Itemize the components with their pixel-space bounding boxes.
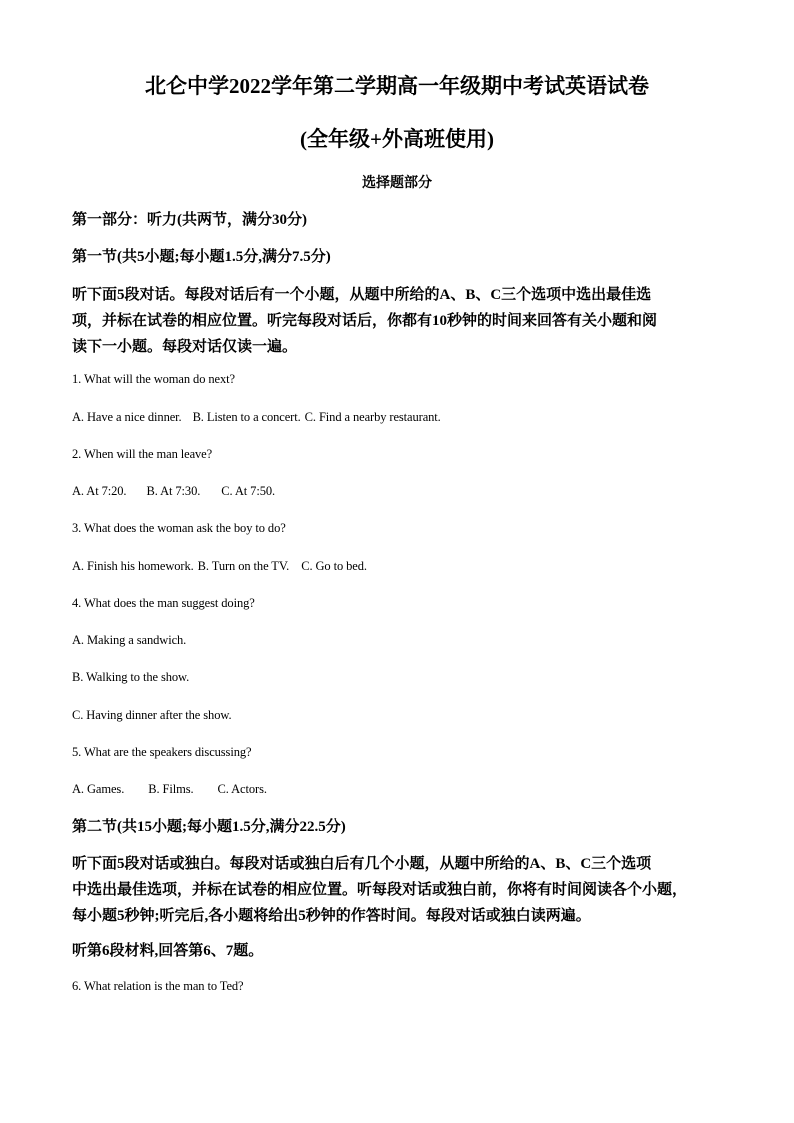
section2-heading: 第二节(共15小题;每小题1.5分,满分22.5分) [72, 819, 346, 835]
instruction-line: 读下一小题。每段对话仅读一遍。 [72, 339, 298, 355]
option-c: C. Find a nearby restaurant. [304, 410, 441, 424]
question-4-option-c: C. Having dinner after the show. [72, 708, 232, 722]
part-label: 选择题部分 [362, 176, 432, 191]
section1-subheading: 第一节(共5小题;每小题1.5分,满分7.5分) [72, 249, 331, 265]
instruction-line: 每小题5秒钟;听完后,各小题将给出5秒钟的作答时间。每段对话或独白读两遍。 [72, 908, 591, 924]
exam-subtitle: (全年级+外高班使用) [300, 127, 494, 151]
option-b: B. Films. [148, 782, 194, 796]
question-5-stem: 5. What are the speakers discussing? [72, 745, 252, 759]
option-a: A. Finish his homework. [72, 559, 194, 573]
option-c: C. Go to bed. [301, 559, 367, 573]
option-b: B. At 7:30. [146, 484, 201, 498]
question-4-stem: 4. What does the man suggest doing? [72, 596, 255, 610]
question-1-stem: 1. What will the woman do next? [72, 372, 235, 386]
instruction-line: 听下面5段对话。每段对话后有一个小题，从题中所给的A、B、C三个选项中选出最佳选 [72, 287, 652, 303]
section1-heading: 第一部分：听力(共两节，满分30分) [72, 212, 307, 228]
option-a: A. Have a nice dinner. [72, 410, 182, 424]
question-4-option-a: A. Making a sandwich. [72, 633, 187, 647]
question-2-stem: 2. When will the man leave? [72, 447, 213, 461]
instruction-line: 中选出最佳选项，并标在试卷的相应位置。听每段对话或独白前，你将有时间阅读各个小题， [72, 882, 688, 898]
instructions-1 [72, 282, 724, 360]
exam-title: 北仑中学2022学年第二学期高一年级期中考试英语试卷 [145, 74, 649, 98]
instruction-line: 项，并标在试卷的相应位置。听完每段对话后，你都有10秒钟的时间来回答有关小题和阅 [72, 313, 658, 329]
option-c: C. At 7:50. [221, 484, 276, 498]
question-6-stem: 6. What relation is the man to Ted? [72, 979, 244, 993]
question-4-option-b: B. Walking to the show. [72, 670, 190, 684]
question-3-options [72, 557, 722, 575]
option-a: A. At 7:20. [72, 484, 127, 498]
instructions-2 [72, 851, 724, 929]
material-6-heading: 听第6段材料,回答第6、7题。 [72, 943, 264, 959]
option-c: C. Actors. [217, 782, 267, 796]
question-5-options [72, 780, 722, 798]
question-2-options [72, 482, 722, 500]
option-a: A. Games. [72, 782, 125, 796]
instruction-line: 听下面5段对话或独白。每段对话或独白后有几个小题，从题中所给的A、B、C三个选项 [72, 856, 652, 872]
question-1-options [72, 408, 722, 426]
option-b: B. Turn on the TV. [197, 559, 290, 573]
option-b: B. Listen to a concert. [192, 410, 301, 424]
question-3-stem: 3. What does the woman ask the boy to do? [72, 521, 286, 535]
